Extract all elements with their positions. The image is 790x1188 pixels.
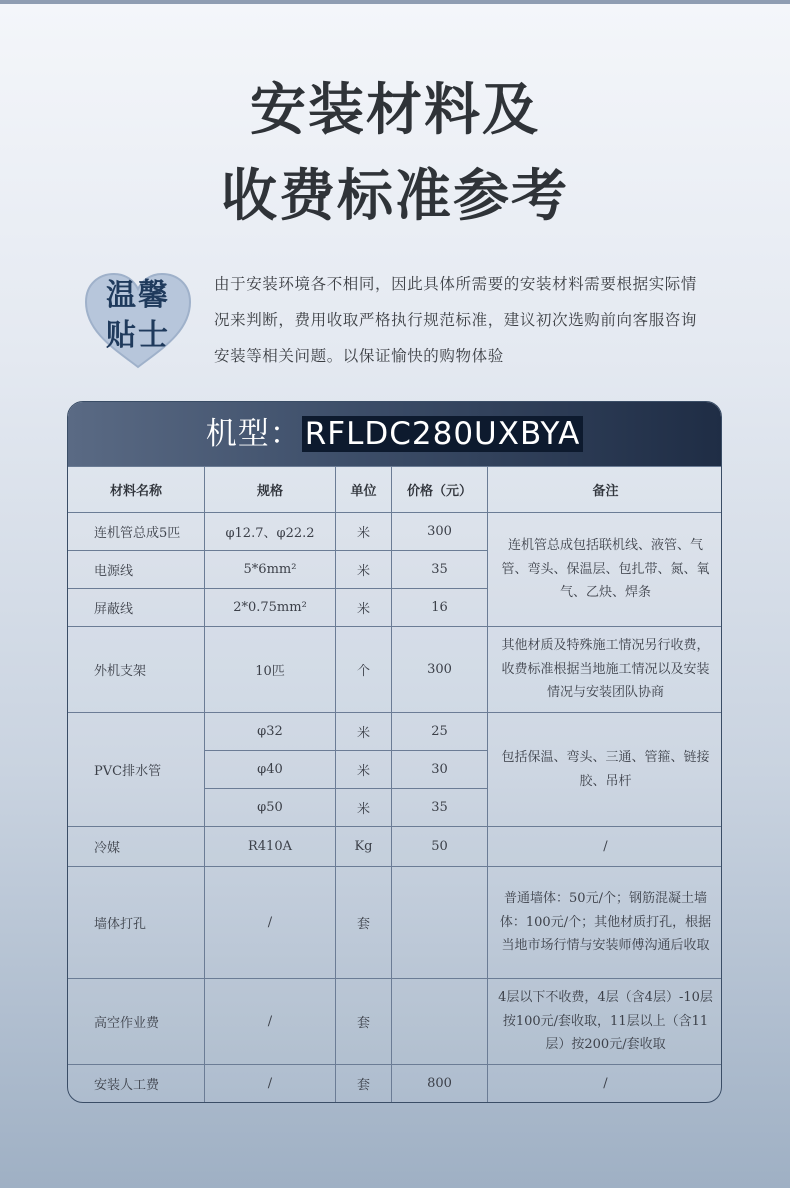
spec-cell: / xyxy=(205,979,336,1065)
material-name: 冷媒 xyxy=(68,827,205,867)
table-row xyxy=(68,513,723,551)
price-cell: 300 xyxy=(392,513,488,551)
table-header-row xyxy=(68,467,723,513)
table-row xyxy=(68,867,723,979)
model-header xyxy=(68,402,721,466)
price-cell: 35 xyxy=(392,551,488,589)
note-cell: / xyxy=(488,827,723,867)
spec-cell: φ12.7、φ22.2 xyxy=(205,513,336,551)
material-name: PVC排水管 xyxy=(68,713,205,827)
price-cell: 50 xyxy=(392,827,488,867)
table-row xyxy=(68,713,723,751)
material-name: 高空作业费 xyxy=(68,979,205,1065)
spec-cell: / xyxy=(205,867,336,979)
unit-cell: 套 xyxy=(336,1065,392,1103)
page-title-line-1: 安装材料及 xyxy=(250,78,540,143)
unit-cell: 个 xyxy=(336,627,392,713)
price-cell: 35 xyxy=(392,789,488,827)
table-row xyxy=(68,979,723,1065)
spec-cell: φ32 xyxy=(205,713,336,751)
material-name: 外机支架 xyxy=(68,627,205,713)
header-cell: 规格 xyxy=(205,467,336,513)
spec-cell: R410A xyxy=(205,827,336,867)
spec-cell: 10匹 xyxy=(205,627,336,713)
header-cell: 备注 xyxy=(488,467,723,513)
header-cell: 单位 xyxy=(336,467,392,513)
note-cell: 连机管总成包括联机线、液管、气管、弯头、保温层、包扎带、氮、氧气、乙炔、焊条 xyxy=(488,513,723,627)
tip-paragraph: 由于安装环境各不相同，因此具体所需要的安装材料需要根据实际情况来判断，费用收取严格执行规范标准，建议初次选购前向客服咨询安装等相关问题。以保证愉快的购物体验 xyxy=(214,275,698,365)
spec-cell: φ50 xyxy=(205,789,336,827)
material-name: 连机管总成5匹 xyxy=(68,513,205,551)
price-cell: 800 xyxy=(392,1065,488,1103)
material-name: 屏蔽线 xyxy=(68,589,205,627)
price-cell: 25 xyxy=(392,713,488,751)
model-label: 机型： xyxy=(205,416,302,452)
table-row xyxy=(68,827,723,867)
price-cell: 300 xyxy=(392,627,488,713)
spec-cell: φ40 xyxy=(205,751,336,789)
material-name: 安装人工费 xyxy=(68,1065,205,1103)
table-row xyxy=(68,627,723,713)
price-cell: 30 xyxy=(392,751,488,789)
note-cell: / xyxy=(488,1065,723,1103)
header-cell: 价格（元） xyxy=(392,467,488,513)
price-cell xyxy=(392,979,488,1065)
page-title-line-2: 收费标准参考 xyxy=(221,164,569,229)
spec-cell: 2*0.75mm² xyxy=(205,589,336,627)
note-cell: 其他材质及特殊施工情况另行收费，收费标准根据当地施工情况以及安装情况与安装团队协商 xyxy=(488,627,723,713)
spec-cell: / xyxy=(205,1065,336,1103)
unit-cell: 米 xyxy=(336,751,392,789)
tip-badge-line-2: 贴士 xyxy=(106,318,170,353)
fee-table xyxy=(67,466,722,1103)
unit-cell: 米 xyxy=(336,589,392,627)
unit-cell: Kg xyxy=(336,827,392,867)
unit-cell: 套 xyxy=(336,867,392,979)
unit-cell: 米 xyxy=(336,789,392,827)
note-cell: 包括保温、弯头、三通、管箍、链接胶、吊杆 xyxy=(488,713,723,827)
unit-cell: 米 xyxy=(336,713,392,751)
table-row xyxy=(68,1065,723,1103)
material-name: 电源线 xyxy=(68,551,205,589)
price-cell xyxy=(392,867,488,979)
note-cell: 4层以下不收费，4层（含4层）-10层按100元/套收取，11层以上（含11层）按200元/套收取 xyxy=(488,979,723,1065)
unit-cell: 套 xyxy=(336,979,392,1065)
header-cell: 材料名称 xyxy=(68,467,205,513)
tip-badge-line-1: 温馨 xyxy=(106,278,170,313)
spec-cell: 5*6mm² xyxy=(205,551,336,589)
top-border-line xyxy=(0,0,790,4)
model-value: RFLDC280UXBYA xyxy=(302,416,584,452)
unit-cell: 米 xyxy=(336,551,392,589)
price-card xyxy=(67,401,722,1103)
price-cell: 16 xyxy=(392,589,488,627)
note-cell: 普通墙体：50元/个；钢筋混凝土墙体：100元/个；其他材质打孔，根据当地市场行情与安装师傅沟通后收取 xyxy=(488,867,723,979)
tip-badge-text xyxy=(82,276,194,356)
material-name: 墙体打孔 xyxy=(68,867,205,979)
unit-cell: 米 xyxy=(336,513,392,551)
